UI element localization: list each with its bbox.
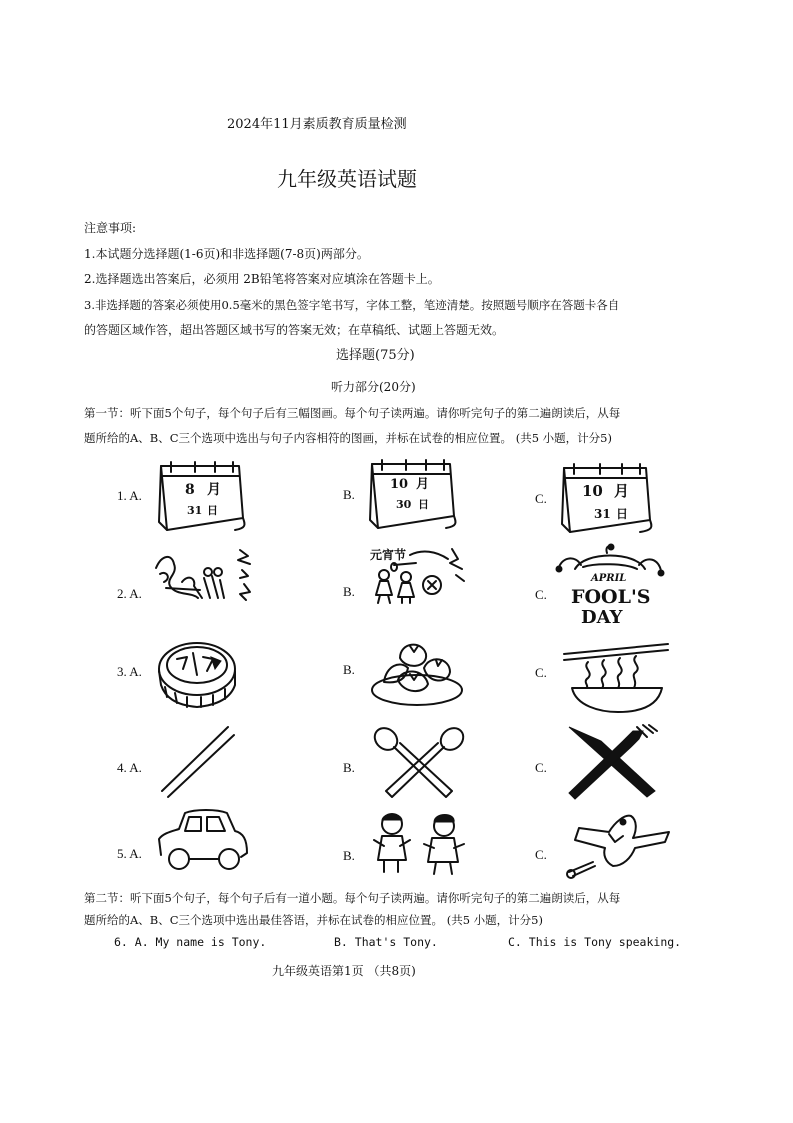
mooncake-icon [155, 635, 240, 711]
calendar-oct31-icon [560, 462, 658, 537]
car-icon [155, 805, 250, 875]
knife-fork-icon [565, 725, 660, 803]
q4-label-b: B. [343, 760, 355, 775]
svg-text:日: 日 [207, 504, 218, 517]
page-footer: 九年级英语第1页 （共8页) [272, 964, 416, 978]
q5-label-b: B. [343, 848, 355, 863]
svg-text:30: 30 [396, 498, 412, 511]
q4-label-c: C. [535, 760, 547, 775]
q6-option-c: C. This is Tony speaking. [508, 935, 682, 949]
q6-option-a: 6. A. My name is Tony. [114, 935, 267, 949]
svg-text:31: 31 [187, 504, 203, 517]
svg-text:FOOL'S: FOOL'S [571, 586, 651, 608]
children-icon [370, 810, 470, 878]
q2-label-a: 2. A. [117, 586, 142, 601]
dumplings-icon [370, 638, 465, 708]
svg-text:月: 月 [207, 482, 221, 498]
part2-instruction-2: 题所给的A、B、C三个选项中选出最佳答语，并标在试卷的相应位置。 (共5 小题，计分5) [84, 913, 543, 927]
section-subtitle: 听力部分(20分) [331, 380, 416, 394]
part1-instruction-2: 题所给的A、B、C三个选项中选出与句子内容相符的图画，并标在试卷的相应位置。 (共5 小题，计分5) [84, 431, 612, 445]
lantern-festival-icon [366, 545, 471, 605]
plane-icon [565, 808, 675, 880]
svg-text:月: 月 [416, 477, 430, 492]
q2-label-b: B. [343, 584, 355, 599]
calendar-aug31-icon [157, 460, 252, 535]
dragon-boat-festival-icon [152, 548, 257, 603]
svg-text:31: 31 [594, 507, 611, 521]
noodles-icon [560, 640, 675, 715]
q1-label-c: C. [535, 491, 547, 506]
spoons-icon [372, 725, 467, 805]
notice-heading: 注意事项: [84, 221, 137, 235]
q1-label-b: B. [343, 487, 355, 502]
q4-label-a: 4. A. [117, 760, 142, 775]
q3-label-a: 3. A. [117, 664, 142, 679]
q6-option-b: B. That's Tony. [334, 935, 438, 949]
q3-label-c: C. [535, 665, 547, 680]
q3-label-b: B. [343, 662, 355, 677]
svg-text:月: 月 [614, 482, 630, 500]
q5-label-a: 5. A. [117, 846, 142, 861]
notice-item-3b: 的答题区域作答，超出答题区域书写的答案无效；在草稿纸、试题上答题无效。 [84, 323, 505, 337]
notice-item-2: 2.选择题选出答案后，必须用 2B铅笔将答案对应填涂在答题卡上。 [84, 272, 440, 286]
notice-item-1: 1.本试题分选择题(1-6页)和非选择题(7-8页)两部分。 [84, 247, 369, 261]
q5-label-c: C. [535, 847, 547, 862]
svg-text:APRIL: APRIL [591, 573, 627, 584]
notice-item-3a: 3.非选择题的答案必须使用0.5毫米的黑色签字笔书写，字体工整，笔迹清楚。按照题号顺序在答题卡各自 [84, 298, 620, 312]
chopsticks-icon [158, 725, 238, 800]
april-fools-day-icon [555, 545, 665, 628]
page-title: 九年级英语试题 [277, 167, 417, 191]
section-title: 选择题(75分) [336, 348, 415, 363]
exam-name: 2024年11月素质教育质量检测 [227, 117, 407, 132]
q1-label-a: 1. A. [117, 488, 142, 503]
svg-text:8: 8 [185, 482, 195, 498]
part2-instruction-1: 第二节：听下面5个句子，每个句子后有一道小题。每个句子读两遍。请你听完句子的第二遍朗读后，从每 [84, 891, 621, 905]
svg-text:10: 10 [390, 477, 409, 492]
svg-text:DAY: DAY [581, 607, 623, 628]
svg-text:元宵节: 元宵节 [370, 548, 407, 562]
calendar-oct30-icon [368, 458, 463, 533]
svg-text:10: 10 [582, 482, 603, 500]
q2-label-c: C. [535, 587, 547, 602]
svg-text:日: 日 [418, 498, 429, 511]
svg-text:日: 日 [616, 507, 629, 521]
part1-instruction-1: 第一节：听下面5个句子，每个句子后有三幅图画。每个句子读两遍。请你听完句子的第二遍朗读后，从每 [84, 406, 621, 420]
